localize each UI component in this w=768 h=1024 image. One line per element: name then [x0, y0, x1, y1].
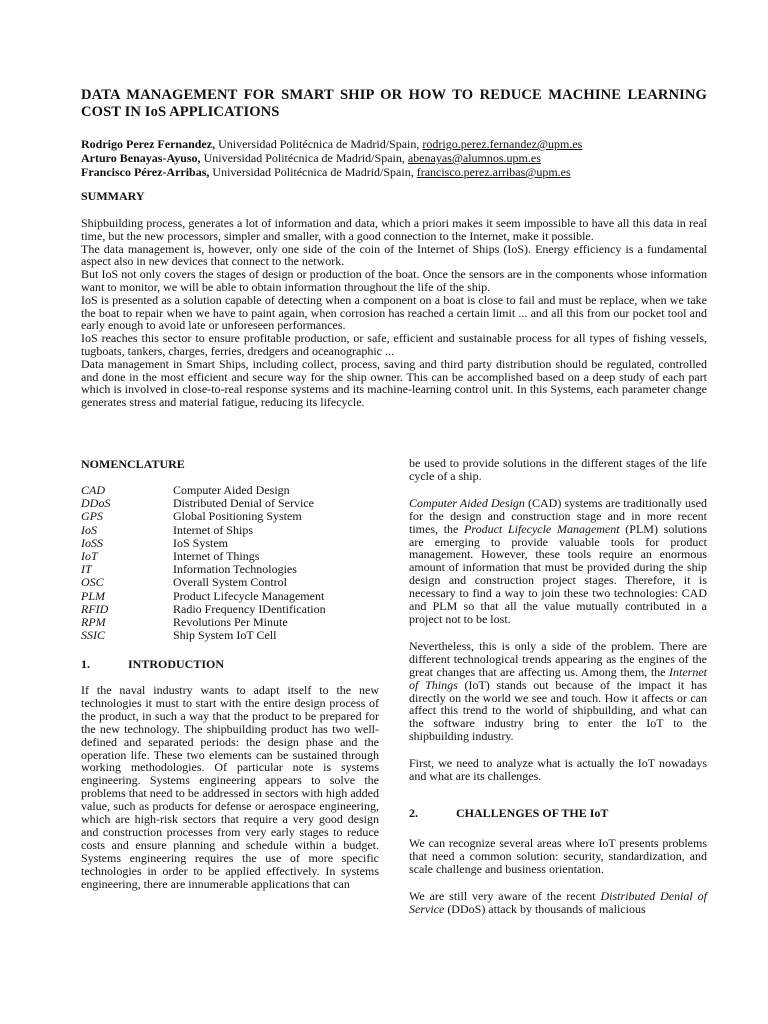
- nomenclature-heading: NOMENCLATURE: [81, 457, 185, 471]
- paragraph-text: Nevertheless, this is only a side of the problem. There are different technological trends appearing as the engines of the great changes that are affecting us. Among them, the: [409, 638, 707, 679]
- right-column-challenges: [409, 837, 707, 916]
- author-name: Arturo Benayas-Ayuso,: [81, 151, 201, 165]
- author-1: [81, 137, 707, 151]
- summary-paragraph: The data management is, however, only one side of the coin of the Internet of Ships (IoS). Energy efficiency is a fundamental aspect also in new devices that connect to the network.: [81, 241, 707, 269]
- author-name: Rodrigo Perez Fernandez,: [81, 137, 216, 151]
- nomenclature-definition: Radio Frequency IDentification: [173, 601, 326, 616]
- nomenclature-abbr: IT: [81, 562, 92, 577]
- nomenclature-definition: Product Lifecycle Management: [173, 588, 325, 603]
- author-3: [81, 165, 707, 179]
- introduction-paragraph: If the naval industry wants to adapt itself to the new technologies it must to start with the entire design process of the product, in such a way that the product to be prepared for the new technology. The shipbuilding product has two well-defined and separated periods: the design phase and the operation life. These two elements can be sustained through working methodologies. Of particular note is systems engineering. Systems engineering appears to solve the problems that need to be addressed in sectors with high added value, such as products for defense or aerospace engineering, which are high-risk sectors that require a very good design and construction processes from very early stages to reduce costs and ensure planning and schedule within a budget. Systems engineering requires the use of more specific technologies in order to be applied effectively. In systems engineering, there are innumerable applications that can: [81, 683, 379, 891]
- paragraph-text: We are still very aware of the recent: [409, 888, 601, 903]
- introduction-paragraph: be used to provide solutions in the different stages of the life cycle of a ship.: [409, 456, 707, 483]
- nomenclature-abbr: SSIC: [81, 628, 105, 643]
- author-name: Francisco Pérez-Arribas,: [81, 165, 210, 179]
- nomenclature-abbr: IoS: [81, 522, 97, 537]
- nomenclature-abbr: IoSS: [81, 535, 103, 550]
- introduction-paragraph: [409, 640, 707, 743]
- section-title: CHALLENGES OF THE IoT: [456, 806, 609, 820]
- emphasis-term: Internet of Things: [409, 664, 707, 692]
- author-email-link[interactable]: francisco.perez.arribas@upm.es: [416, 165, 571, 179]
- author-list: [81, 137, 707, 179]
- section-title: INTRODUCTION: [128, 657, 225, 671]
- paragraph-text: (DDoS) attack by thousands of malicious: [444, 901, 646, 916]
- left-column-text: [81, 684, 379, 891]
- paragraph-text: (PLM) solutions are emerging to provide valuable tools for product management. However, these tools require an enormous amount of information that must be provided during the ship design and construction project stages. Therefore, it is necessary to find a way to join these two technologies: CAD and PLM so that all the value mutually contributed in a project not to be lost.: [409, 521, 707, 626]
- summary-paragraph: IoS is presented as a solution capable of detecting when a component on a boat is close to fail and must be replace, when we take the boat to repair when we have to paint again, when corrosion has reached a certain limit ... and all this from our pocket tool and early enough to avoid late or unforeseen performances.: [81, 292, 707, 333]
- nomenclature-definition: IoS System: [173, 535, 229, 550]
- author-affiliation: Universidad Politécnica de Madrid/Spain,: [218, 137, 420, 151]
- nomenclature-row: [81, 576, 383, 589]
- emphasis-term: Product Lifecycle Management: [464, 521, 620, 536]
- nomenclature-row: [81, 629, 383, 642]
- introduction-paragraph: First, we need to analyze what is actually the IoT nowadays and what are its challenges.: [409, 756, 707, 784]
- nomenclature-abbr: GPS: [81, 509, 103, 524]
- section-number: 2.: [409, 806, 418, 820]
- nomenclature-definition: Internet of Things: [173, 549, 260, 564]
- introduction-heading: [81, 657, 224, 671]
- nomenclature-definition: Ship System IoT Cell: [173, 628, 277, 643]
- summary-paragraph: IoS reaches this sector to ensure profitable production, or safe, efficient and sustainable process for all types of fishing vessels, tugboats, tankers, charges, ferries, dredgers and oceanographic ...: [81, 331, 707, 358]
- introduction-paragraph: [409, 497, 707, 626]
- author-email-link[interactable]: abenayas@alumnos.upm.es: [407, 151, 541, 165]
- nomenclature-table: [81, 484, 383, 642]
- nomenclature-abbr: IoT: [81, 549, 98, 564]
- nomenclature-definition: Global Positioning System: [173, 509, 302, 524]
- nomenclature-definition: Computer Aided Design: [173, 483, 290, 497]
- paragraph-text: (IoT) stands out because of the impact it has directly on the world we see and touch. How it affects or can affect this trend to the world of shipbuilding, and what can the software industry bring to enter the IoT to the shipbuilding industry.: [409, 677, 707, 744]
- summary-paragraph: But IoS not only covers the stages of design or production of the boat. Once the sensors are in the components whose information want to monitor, we will be able to obtain information throughout the life of the ship.: [81, 267, 707, 294]
- paragraph-text: (CAD) systems are traditionally used for the design and construction stage and in more recent times, the: [409, 495, 707, 536]
- nomenclature-definition: Distributed Denial of Service: [173, 496, 314, 511]
- paper-title: DATA MANAGEMENT FOR SMART SHIP OR HOW TO REDUCE MACHINE LEARNING COST IN IoS APPLICATIONS: [81, 87, 707, 120]
- emphasis-term: Computer Aided Design: [409, 495, 525, 510]
- summary-paragraph: Data management in Smart Ships, including collect, process, saving and third party distribution should be regulated, controlled and done in the most efficient and secure way for the ship owner. This can be accomplished based on a deep study of each part which is involved in close-to-real response systems and its machine-learning control unit. In this Systems, each parameter change generates stress and material fatigue, reducing its lifecycle.: [81, 356, 707, 410]
- nomenclature-definition: Information Technologies: [173, 562, 297, 577]
- challenges-heading: [409, 806, 608, 820]
- challenges-paragraph: We can recognize several areas where IoT presents problems that need a common solution: security, standardization, and scale challenge and business orientation.: [409, 836, 707, 876]
- summary-heading: SUMMARY: [81, 189, 145, 203]
- nomenclature-definition: Overall System Control: [173, 575, 287, 590]
- challenges-paragraph: [409, 890, 707, 916]
- nomenclature-abbr: RFID: [81, 601, 109, 616]
- nomenclature-abbr: PLM: [81, 588, 105, 603]
- summary-paragraph: Shipbuilding process, generates a lot of information and data, which a priori makes it seem impossible to have all this data in real time, but the new processors, simpler and smaller, with a good connection to the Internet, make it possible.: [81, 216, 707, 243]
- author-email-link[interactable]: rodrigo.perez.fernandez@upm.es: [422, 137, 583, 151]
- right-column-text: [409, 457, 707, 783]
- nomenclature-abbr: DDoS: [81, 496, 111, 511]
- author-affiliation: Universidad Politécnica de Madrid/Spain,: [203, 151, 405, 165]
- nomenclature-row: [81, 510, 383, 523]
- summary-body: [81, 217, 707, 409]
- nomenclature-abbr: OSC: [81, 575, 104, 590]
- emphasis-term: Distributed Denial of Service: [409, 888, 707, 916]
- nomenclature-definition: Internet of Ships: [173, 522, 253, 537]
- nomenclature-row: [81, 524, 383, 537]
- nomenclature-row: [81, 590, 383, 603]
- nomenclature-abbr: RPM: [81, 615, 106, 630]
- author-2: [81, 151, 707, 165]
- nomenclature-definition: Revolutions Per Minute: [173, 615, 288, 630]
- nomenclature-abbr: CAD: [81, 483, 105, 497]
- section-number: 1.: [81, 657, 90, 671]
- author-affiliation: Universidad Politécnica de Madrid/Spain,: [212, 165, 414, 179]
